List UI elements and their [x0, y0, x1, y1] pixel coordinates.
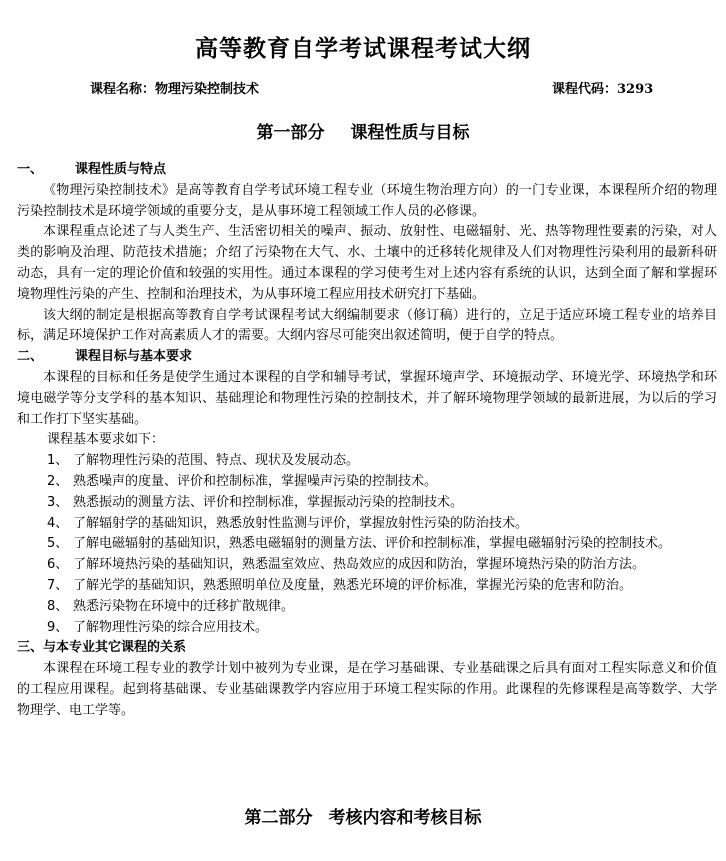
- part2-heading: [0, 803, 726, 828]
- section2-number: 二、: [17, 349, 44, 365]
- list-item: 7、 了解光学的基础知识，熟悉照明单位及度量，熟悉光环境的评价标准，掌握光污染的危害和防治。: [47, 577, 633, 593]
- document-title: 高等教育自学考试课程考试大纲: [195, 35, 531, 62]
- part1-title: 课程性质与目标: [350, 123, 470, 143]
- course-code: 课程代码：3293: [552, 82, 654, 97]
- list-item: 3、 熟悉振动的测量方法、评价和控制标准，掌握振动污染的控制技术。: [47, 494, 464, 510]
- requirements-list: [17, 451, 717, 638]
- part2-title: 考核内容和考核目标: [328, 808, 482, 828]
- section3-heading: 三、与本专业其它课程的关系: [17, 640, 187, 656]
- section2-title: 课程目标与基本要求: [75, 349, 193, 365]
- document-body: [17, 160, 717, 722]
- part1-heading: [0, 118, 726, 143]
- section3-paragraph-1: 本课程在环境工程专业的教学计划中被列为专业课，是在学习基础课、专业基础课之后具有面对工程实际意义和价值的工程应用课程。起到将基础课、专业基础课教学内容应用于环境工程实际的作用。此课程的先修课程是高等数学、大学物理学、电工学等。: [17, 661, 717, 718]
- list-item: 6、 了解环境热污染的基础知识，熟悉温室效应、热岛效应的成因和防治，掌握环境热污染的防治方法。: [47, 557, 646, 573]
- list-item: 9、 了解物理性污染的综合应用技术。: [47, 619, 269, 635]
- list-item: 5、 了解电磁辐射的基础知识，熟悉电磁辐射的测量方法、评价和控制标准，掌握电磁辐射污染的控制技术。: [47, 536, 672, 552]
- list-item: 8、 熟悉污染物在环境中的迁移扩散规律。: [47, 598, 295, 614]
- list-item: 1、 了解物理性污染的范围、特点、现状及发展动态。: [47, 453, 360, 469]
- course-name: 课程名称：物理污染控制技术: [90, 82, 260, 97]
- section2-heading: [17, 347, 717, 368]
- list-item: 4、 了解辐射学的基础知识，熟悉放射性监测与评价，掌握放射性污染的防治技术。: [47, 515, 529, 531]
- section1-paragraph-3: 该大纲的制定是根据高等教育自学考试课程考试大纲编制要求（修订稿）进行的，立足于适应环境工程专业的培养目标，满足环境保护工作对高素质人才的需要。大纲内容尽可能突出叙述简明，便于自学的特点。: [17, 307, 717, 344]
- section1-paragraph-1: 《物理污染控制技术》是高等教育自学考试环境工程专业（环境生物治理方向）的一门专业课，本课程所介绍的物理污染控制技术是环境学领域的重要分支，是从事环境工程领域工作人员的必修课。: [17, 182, 717, 219]
- requirements-intro: 课程基本要求如下：: [47, 432, 165, 448]
- section1-paragraph-2: 本课程重点论述了与人类生产、生活密切相关的噪声、振动、放射性、电磁辐射、光、热等物理性要素的污染，对人类的影响及治理、防范技术措施；介绍了污染物在大气、水、土壤中的迁移转化规律及人们对物理性污染利用的最新科研动态，具有一定的理论价值和较强的实用性。通过本课程的学习使考生对上述内容有系统的认识，达到全面了解和掌握环境物理性污染的产生、控制和治理技术，为从事环境工程应用技术研究打下基础。: [17, 224, 717, 302]
- section1-heading: [17, 160, 717, 181]
- list-item: 2、 熟悉噪声的度量、评价和控制标准，掌握噪声污染的控制技术。: [47, 473, 438, 489]
- section1-number: 一、: [17, 162, 44, 177]
- part2-label: 第二部分: [244, 808, 313, 828]
- part1-label: 第一部分: [256, 123, 325, 143]
- section1-title: 课程性质与特点: [75, 162, 167, 177]
- section2-paragraph-1: 本课程的目标和任务是使学生通过本课程的自学和辅导考试，掌握环境声学、环境振动学、环境光学、环境热学和环境电磁学等分支学科的基本知识、基础理论和物理性污染的控制技术，并了解环境物理学领域的最新进展，为以后的学习和工作打下坚实基础。: [17, 369, 717, 427]
